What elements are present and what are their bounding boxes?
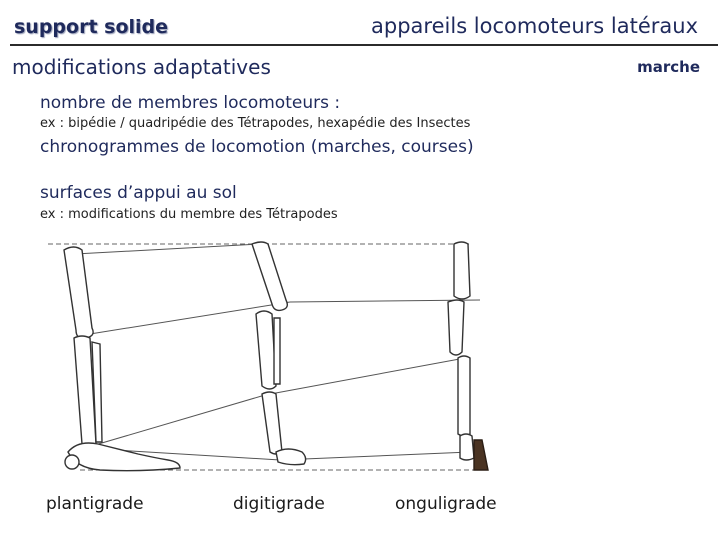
hoof [474, 440, 488, 470]
digitigrade-limb [252, 242, 306, 465]
ankle-connector-line [265, 358, 465, 395]
section-heading-chronograms: chronogrammes de locomotion (marches, courses) [40, 137, 474, 157]
ankle-connector-line [95, 395, 265, 445]
header-title-right: appareils locomoteurs latéraux [371, 14, 698, 38]
slide-subtitle: modifications adaptatives [12, 55, 271, 79]
toe-bones [276, 449, 306, 465]
foot-bones [68, 443, 180, 471]
onguligrade-limb [448, 242, 488, 470]
heel-bone [65, 455, 79, 469]
caption-digitigrade: digitigrade [233, 494, 325, 514]
section-example-limbs: ex : bipédie / quadripédie des Tétrapodes, hexapédie des Insectes [40, 116, 471, 131]
section-heading-support: surfaces d’appui au sol [40, 183, 237, 203]
tibia-bone [448, 300, 464, 355]
caption-plantigrade: plantigrade [46, 494, 144, 514]
header-title-left: support solide [14, 16, 169, 38]
caption-onguligrade: onguligrade [395, 494, 497, 514]
side-label: marche [637, 58, 700, 76]
fibula-bone [274, 318, 280, 384]
femur-bone [252, 242, 287, 310]
section-example-support: ex : modifications du membre des Tétrapodes [40, 207, 338, 222]
hip-connector-line [75, 244, 260, 254]
femur-bone [64, 247, 93, 338]
femur-bone [454, 242, 470, 299]
pastern-bones [460, 434, 474, 460]
foot-connector-line [280, 452, 470, 460]
metatarsal-bone [262, 392, 282, 454]
cannon-bone [458, 356, 470, 436]
limb-comparison-diagram [40, 230, 500, 480]
section-heading-limbs: nombre de membres locomoteurs : [40, 93, 341, 113]
header-divider [10, 44, 718, 46]
tibia-bone [256, 311, 276, 389]
